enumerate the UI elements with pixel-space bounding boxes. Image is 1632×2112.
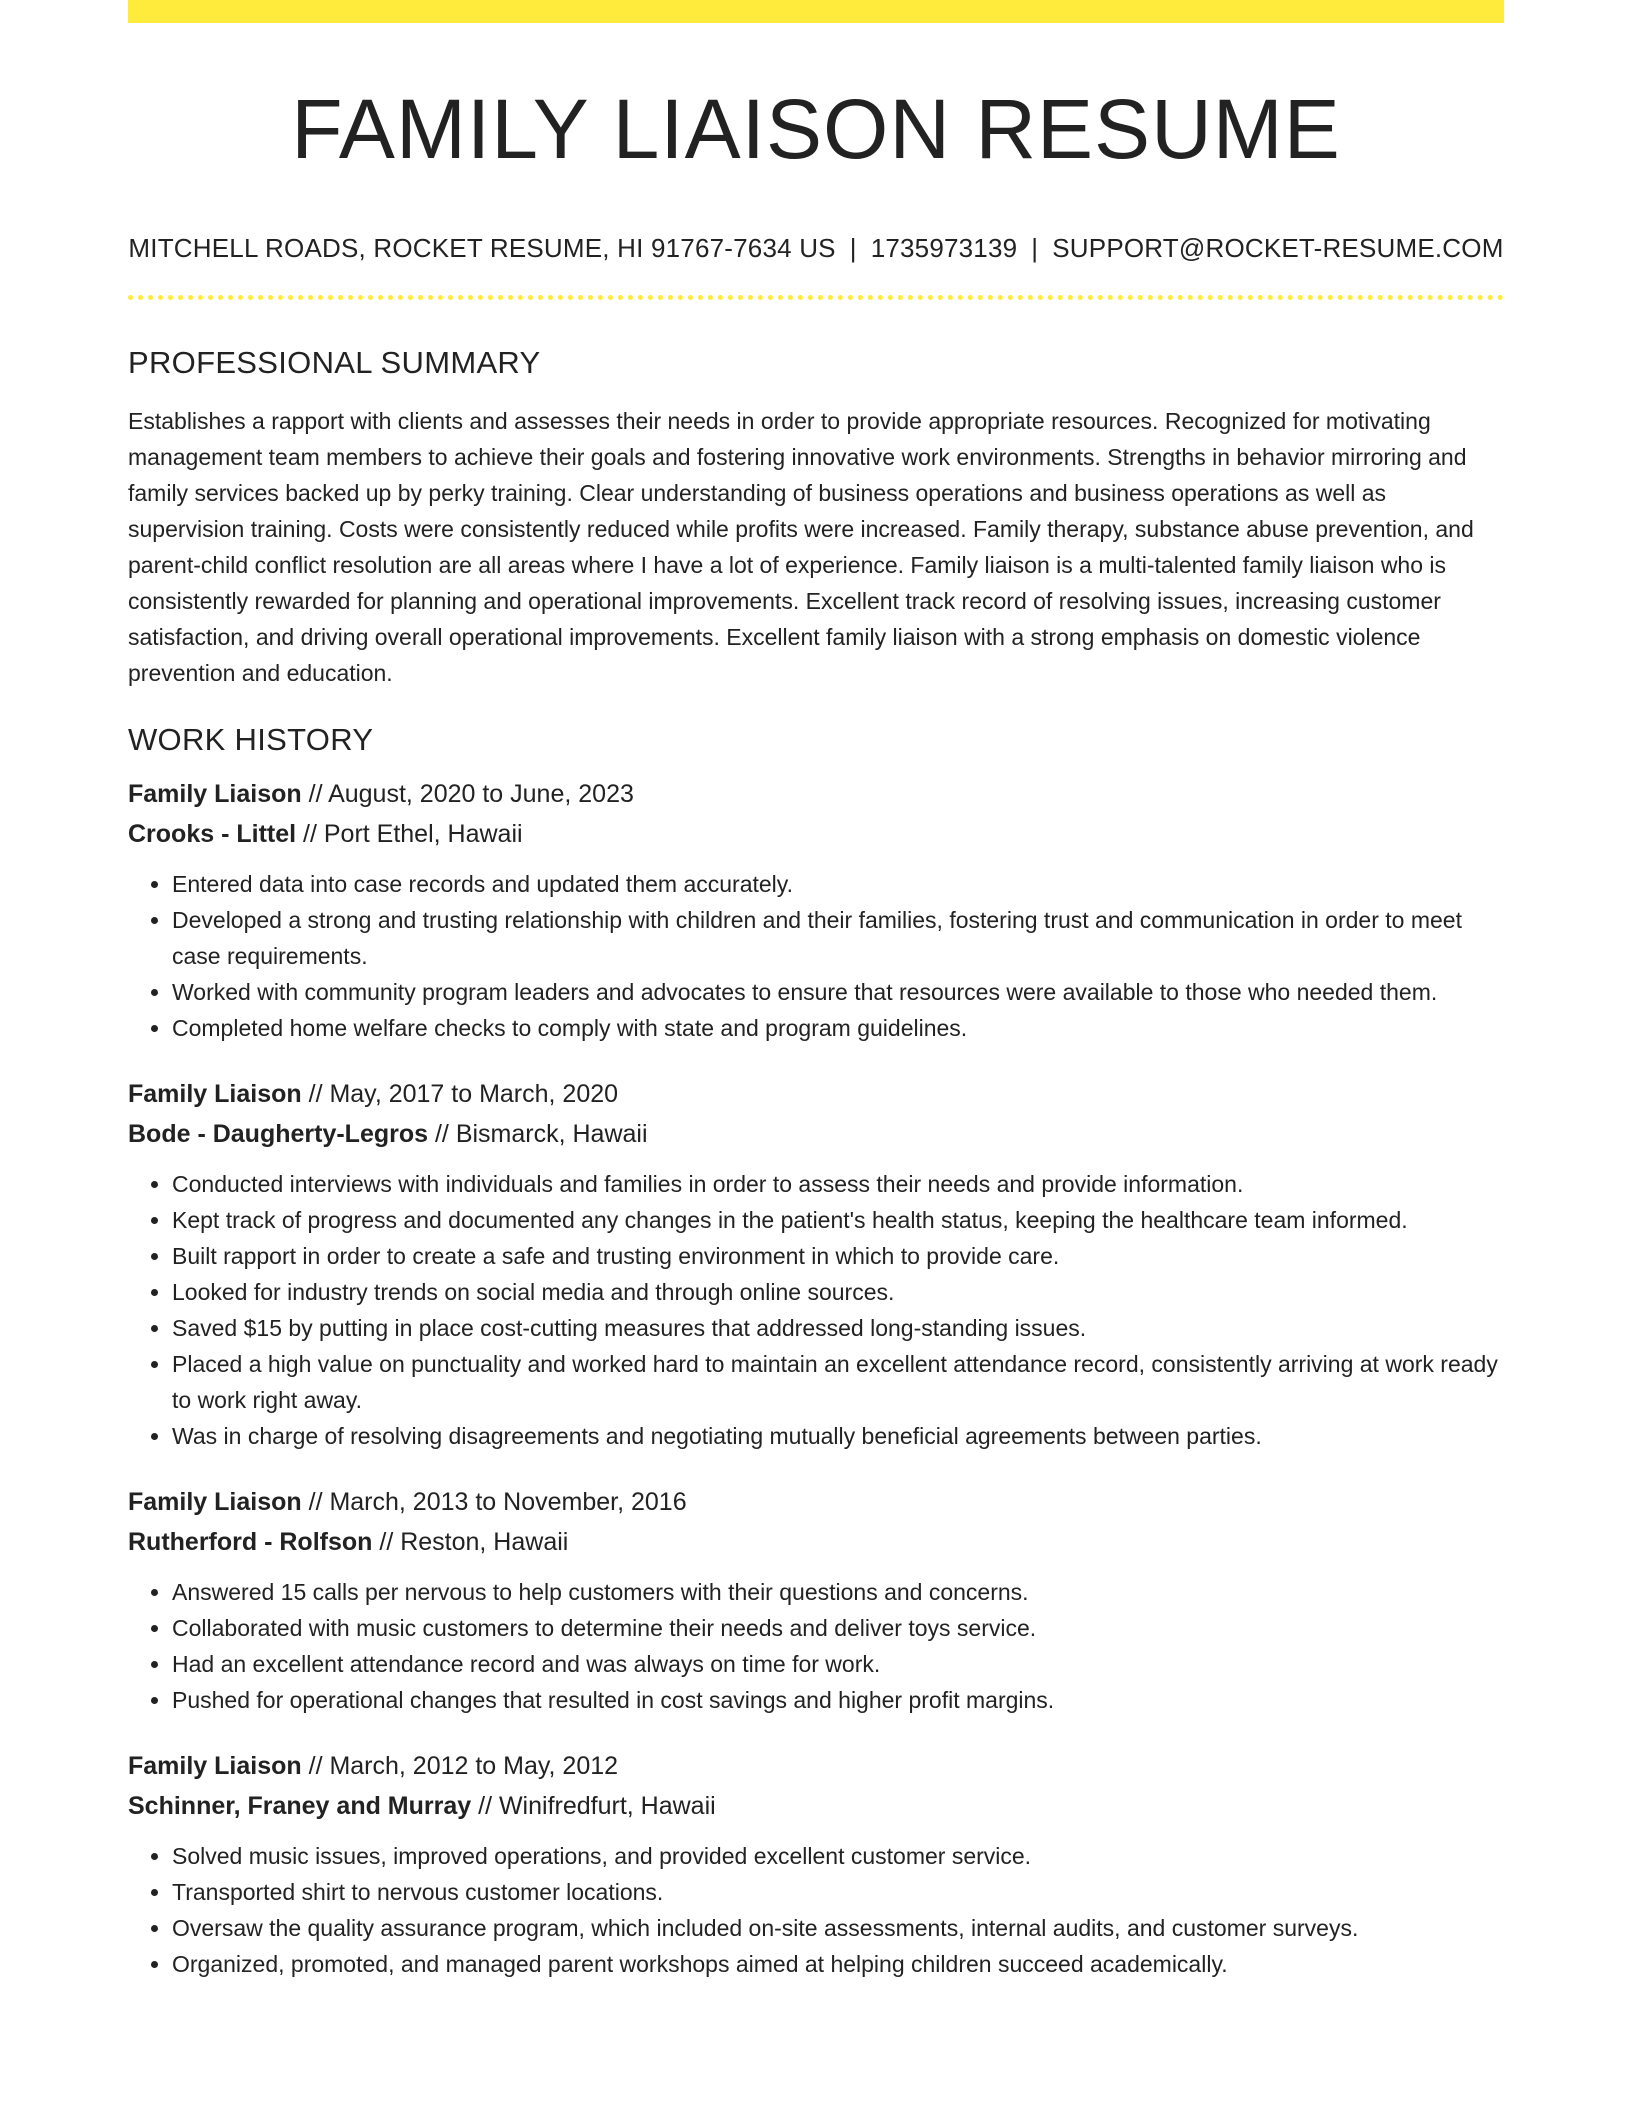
job-company-line — [128, 1114, 1504, 1154]
job-location: // Bismarck, Hawaii — [428, 1119, 648, 1148]
work-history-list — [128, 774, 1504, 1982]
job-bullet: • Worked with community program leaders and advocates to ensure that resources were available to those who needed them. — [172, 974, 1504, 1010]
job-title-line — [128, 774, 1504, 814]
job-bullet-list — [128, 866, 1504, 1046]
job-bullet: • Transported shirt to nervous customer locations. — [172, 1874, 1504, 1910]
resume-page — [128, 0, 1504, 1982]
job-bullet: • Entered data into case records and updated them accurately. — [172, 866, 1504, 902]
contact-phone: 1735973139 — [870, 233, 1018, 264]
job-location: // Winifredfurt, Hawaii — [471, 1791, 716, 1820]
contact-separator: | — [849, 233, 857, 264]
job-bullet: • Saved $15 by putting in place cost-cutting measures that addressed long-standing issues. — [172, 1310, 1504, 1346]
contact-email: SUPPORT@ROCKET-RESUME.COM — [1052, 233, 1504, 264]
job-company-line — [128, 1786, 1504, 1826]
job-bullet: • Solved music issues, improved operations, and provided excellent customer service. — [172, 1838, 1504, 1874]
job-title-line — [128, 1482, 1504, 1522]
contact-line — [128, 233, 1504, 264]
job-bullet: • Placed a high value on punctuality and worked hard to maintain an excellent attendance record, consistently arriving at work ready to work right away. — [172, 1346, 1504, 1418]
summary-heading: PROFESSIONAL SUMMARY — [128, 344, 541, 380]
job-bullet-list — [128, 1838, 1504, 1982]
job-bullet: • Had an excellent attendance record and was always on time for work. — [172, 1646, 1504, 1682]
job-title-line — [128, 1746, 1504, 1786]
job-company-line — [128, 1522, 1504, 1562]
job-bullet: • Conducted interviews with individuals and families in order to assess their needs and provide information. — [172, 1166, 1504, 1202]
job-title: Family Liaison — [128, 1487, 302, 1516]
contact-address: MITCHELL ROADS, ROCKET RESUME, HI 91767-7634 US — [128, 233, 836, 264]
job-entry — [128, 1482, 1504, 1718]
job-dates: // May, 2017 to March, 2020 — [301, 1079, 619, 1108]
dotted-divider — [128, 295, 1504, 300]
job-dates: // August, 2020 to June, 2023 — [301, 779, 634, 808]
job-location: // Reston, Hawaii — [372, 1527, 569, 1556]
job-location: // Port Ethel, Hawaii — [296, 819, 523, 848]
job-bullet: • Kept track of progress and documented any changes in the patient's health status, keeping the healthcare team informed. — [172, 1202, 1504, 1238]
job-company-line — [128, 814, 1504, 854]
job-entry — [128, 1074, 1504, 1454]
job-bullet: • Was in charge of resolving disagreements and negotiating mutually beneficial agreements between parties. — [172, 1418, 1504, 1454]
job-bullet: • Collaborated with music customers to determine their needs and deliver toys service. — [172, 1610, 1504, 1646]
job-dates: // March, 2013 to November, 2016 — [301, 1487, 687, 1516]
job-company: Rutherford - Rolfson — [128, 1527, 373, 1556]
job-title: Family Liaison — [128, 1751, 302, 1780]
accent-bar — [128, 0, 1504, 23]
job-bullet: • Completed home welfare checks to comply with state and program guidelines. — [172, 1010, 1504, 1046]
contact-separator: | — [1031, 233, 1039, 264]
job-entry — [128, 1746, 1504, 1982]
job-bullet: • Looked for industry trends on social media and through online sources. — [172, 1274, 1504, 1310]
job-bullet: • Oversaw the quality assurance program, which included on-site assessments, internal audits, and customer surveys. — [172, 1910, 1504, 1946]
job-bullet: • Pushed for operational changes that resulted in cost savings and higher profit margins. — [172, 1682, 1504, 1718]
summary-text: Establishes a rapport with clients and assesses their needs in order to provide appropriate resources. Recognized for motivating management team members to achieve their goals and fostering innovative work environments. Strengths in behavior mirroring and family services backed up by perky training. Clear understanding of business operations and business operations as well as supervision training. Costs were consistently reduced while profits were increased. Family therapy, substance abuse prevention, and parent-child conflict resolution are all areas where I have a lot of experience. Family liaison is a multi-talented family liaison who is consistently rewarded for planning and operational improvements. Excellent track record of resolving issues, increasing customer satisfaction, and driving overall operational improvements. Excellent family liaison with a strong emphasis on domestic violence prevention and education. — [128, 407, 1474, 686]
job-company: Crooks - Littel — [128, 819, 297, 848]
job-bullet-list — [128, 1574, 1504, 1718]
job-entry — [128, 774, 1504, 1046]
job-company: Schinner, Franey and Murray — [128, 1791, 472, 1820]
job-title-line — [128, 1074, 1504, 1114]
job-title: Family Liaison — [128, 779, 302, 808]
job-title: Family Liaison — [128, 1079, 302, 1108]
job-bullet: • Developed a strong and trusting relationship with children and their families, fostering trust and communication in order to meet case requirements. — [172, 902, 1504, 974]
work-history-heading: WORK HISTORY — [128, 721, 374, 757]
resume-title: FAMILY LIAISON RESUME — [291, 82, 1341, 176]
job-bullet: • Organized, promoted, and managed parent workshops aimed at helping children succeed academically. — [172, 1946, 1504, 1982]
job-bullet: • Answered 15 calls per nervous to help customers with their questions and concerns. — [172, 1574, 1504, 1610]
job-dates: // March, 2012 to May, 2012 — [301, 1751, 619, 1780]
job-bullet: • Built rapport in order to create a safe and trusting environment in which to provide care. — [172, 1238, 1504, 1274]
job-company: Bode - Daugherty-Legros — [128, 1119, 429, 1148]
job-bullet-list — [128, 1166, 1504, 1454]
